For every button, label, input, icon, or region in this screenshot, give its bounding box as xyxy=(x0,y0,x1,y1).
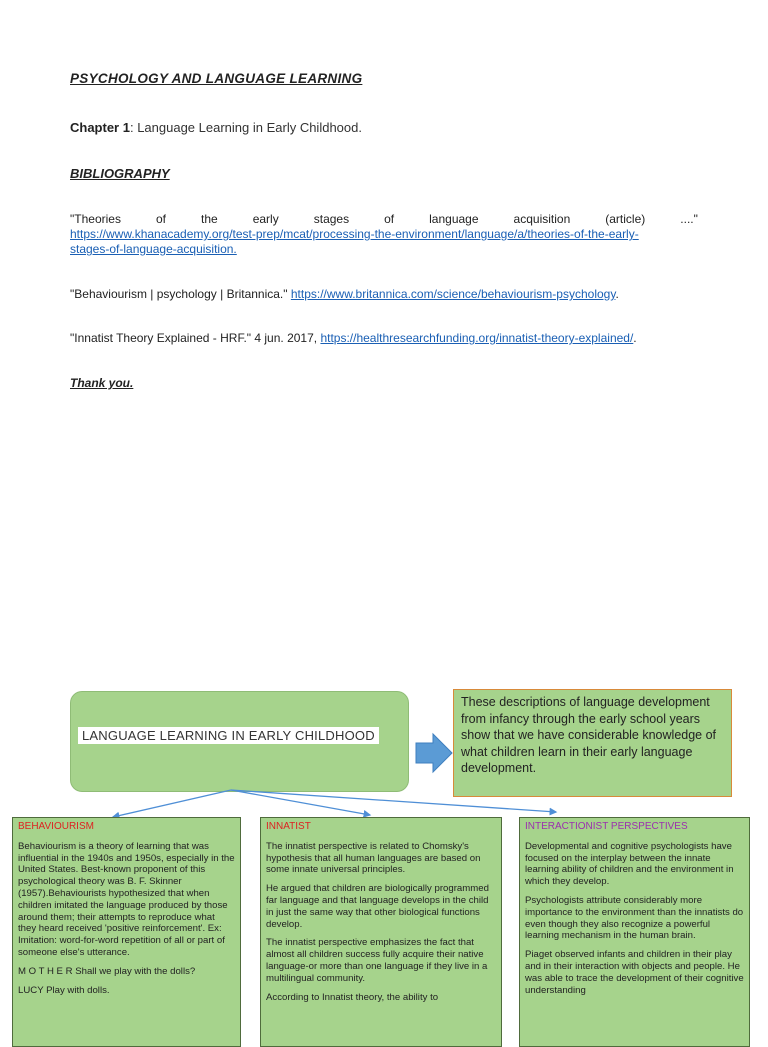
connector-behaviourism xyxy=(113,790,231,817)
ref-word: stages xyxy=(313,212,350,226)
interactionist-box xyxy=(519,817,750,1047)
description-box: These descriptions of language development from infancy through the early school years show that we have considerable knowledge of what children learn in their early language development. xyxy=(453,689,732,797)
reference-2-link[interactable]: https://www.britannica.com/science/behaviourism-psychology xyxy=(290,287,616,301)
ref-word: ...." xyxy=(680,212,698,226)
reference-3-link[interactable]: https://healthresearchfunding.org/innatist-theory-explained/ xyxy=(320,331,634,345)
interactionist-title: INTERACTIONIST PERSPECTIVES xyxy=(525,821,688,832)
ref-word: of xyxy=(155,212,166,226)
closing-text: Thank you. xyxy=(70,376,134,390)
behaviourism-example-mother: M O T H E R Shall we play with the dolls? xyxy=(18,965,196,977)
document-title: PSYCHOLOGY AND LANGUAGE LEARNING xyxy=(70,71,363,86)
main-topic-label: LANGUAGE LEARNING IN EARLY CHILDHOOD xyxy=(78,727,379,744)
innatist-paragraph: According to Innatist theory, the ability to xyxy=(266,991,439,1003)
bibliography-heading: BIBLIOGRAPHY xyxy=(70,166,170,181)
innatist-paragraph: He argued that children are biologically programmed far language and that language develops in the child in just the same way that other biological functions develop. xyxy=(266,883,489,930)
innatist-title: INNATIST xyxy=(266,821,311,832)
ref-word: (article) xyxy=(605,212,646,226)
behaviourism-paragraph: Behaviourism is a theory of learning that was influential in the 1940s and 1950s, especially in the United States. Best-known proponent of this psychological theory was B. F. Skinner (1957).Behaviourists hypothesized that when children imitated the language produced by those around them; their attempts to reproduce what they heard received 'positive reinforcement'. Ex: Imitation: word-for-word repetition of all or part of someone else's utterance. xyxy=(18,840,235,958)
reference-3-text: "Innatist Theory Explained - HRF." 4 jun. 2017, xyxy=(70,331,321,345)
ref-word: "Theories xyxy=(70,212,121,226)
innatist-paragraph: The innatist perspective is related to Chomsky's hypothesis that all human languages are based on some innate universal principles. xyxy=(266,840,481,876)
ref-word: acquisition xyxy=(513,212,571,226)
ref-word: language xyxy=(429,212,479,226)
interactionist-paragraph: Piaget observed infants and children in their play and in their interaction with objects and people. He was able to trace the development of their cognitive understanding xyxy=(525,949,744,996)
reference-3-suffix: . xyxy=(633,331,637,345)
innatist-paragraph: The innatist perspective emphasizes the fact that almost all children success fully acquire their native language-or more than one language if they live in a multilingual community. xyxy=(266,937,488,984)
reference-1-link[interactable]: https://www.khanacademy.org/test-prep/mcat/processing-the-environment/language/a/theories-of-the-early- xyxy=(70,227,639,241)
chapter-text: : Language Learning in Early Childhood. xyxy=(129,120,362,135)
reference-1-link-cont[interactable]: stages-of-language-acquisition. xyxy=(70,242,237,256)
behaviourism-title: BEHAVIOURISM xyxy=(18,821,94,832)
reference-2-suffix: . xyxy=(615,287,619,301)
innatist-box xyxy=(260,817,502,1047)
block-arrow-icon xyxy=(416,734,452,772)
behaviourism-example-lucy: LUCY Play with dolls. xyxy=(18,984,110,996)
interactionist-paragraph: Psychologists attribute considerably more importance to the environment than the innatists do even though they also recognize a powerful learning mechanism in the human brain. xyxy=(525,894,744,942)
ref-word: of xyxy=(384,212,395,226)
ref-word: early xyxy=(252,212,279,226)
ref-word: the xyxy=(201,212,218,226)
interactionist-paragraph: Developmental and cognitive psychologists have focused on the interplay between the innate learning ability of children and the environment in which they develop. xyxy=(525,840,734,888)
chapter-label: Chapter 1 xyxy=(70,120,130,135)
behaviourism-box xyxy=(12,817,241,1047)
reference-2-text: "Behaviourism | psychology | Britannica." xyxy=(70,287,291,301)
connector-innatist xyxy=(231,790,370,815)
